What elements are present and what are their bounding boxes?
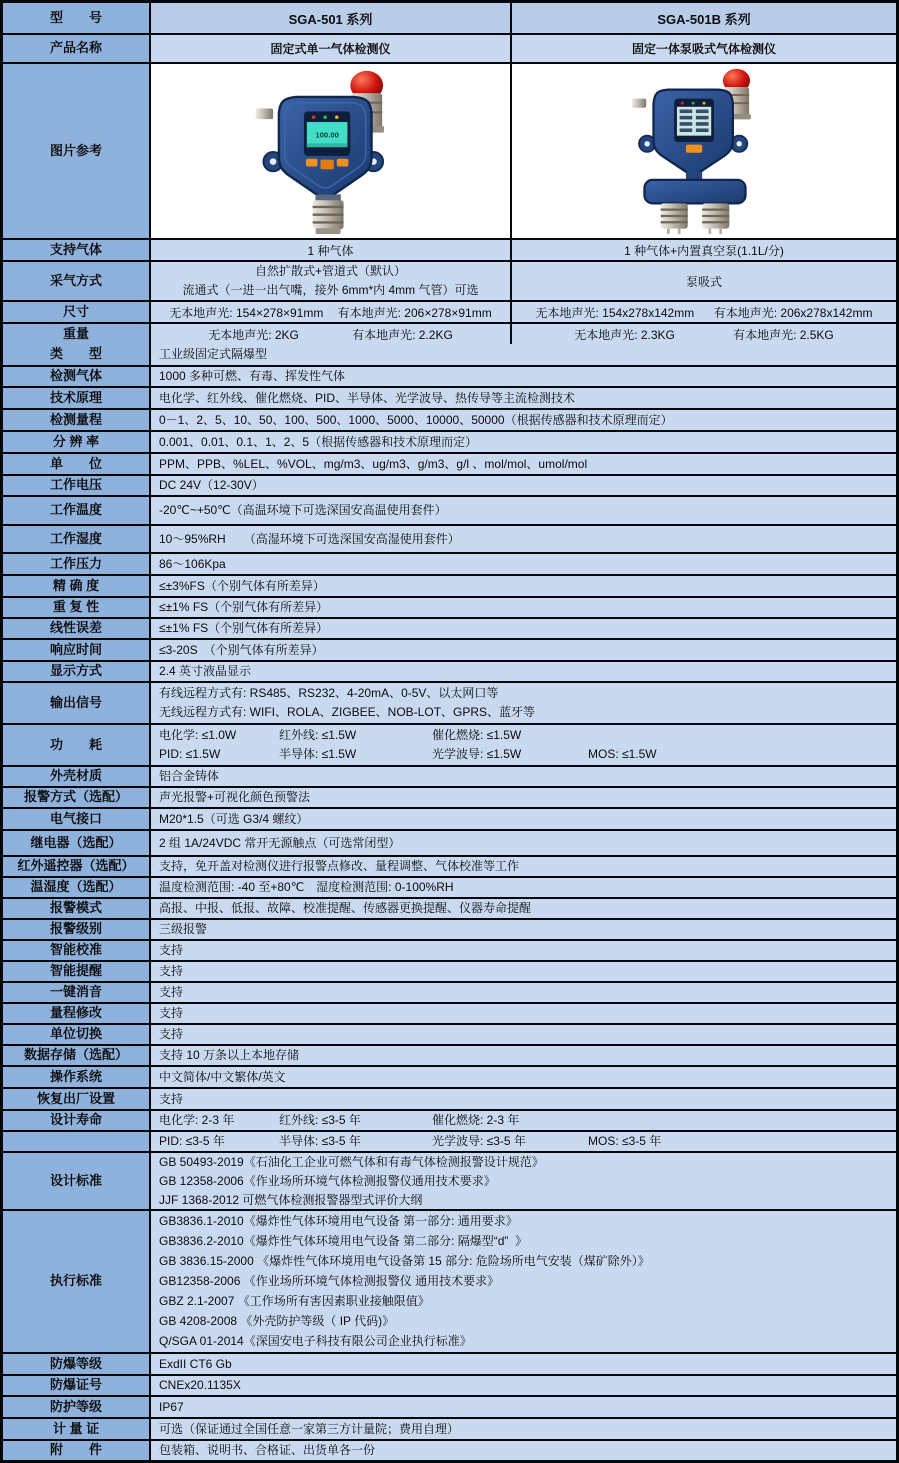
- spec-row: [3, 1352, 896, 1374]
- spec-row: [3, 855, 896, 876]
- spec-row-value: [151, 1111, 896, 1130]
- spec-line: ≤3-20S （个别气体有所差异）: [159, 642, 324, 657]
- spec-row-value: [151, 454, 896, 474]
- spec-row-label: 检测气体: [3, 367, 151, 386]
- weight-left-with-alarm: 有本地声光: 2.2KG: [352, 327, 453, 342]
- spec-segment: 半导体: ≤3-5 年: [279, 1134, 361, 1148]
- spec-row-label: 附 件: [3, 1441, 151, 1460]
- spec-line: 中文简体/中文繁体/英文: [159, 1069, 286, 1084]
- row-sampling-method: [3, 260, 896, 300]
- spec-line: GB3836.1-2010《爆炸性气体环境用电气设备 第一部分: 通用要求》: [159, 1214, 518, 1228]
- spec-row: [3, 1109, 896, 1130]
- spec-segment: MOS: ≤1.5W: [588, 747, 657, 762]
- spec-row: [3, 960, 896, 981]
- spec-row: [3, 807, 896, 829]
- spec-row-label: 数据存储（选配）: [3, 1046, 151, 1065]
- sampling-line-2: 流通式（一进一出气嘴，接外 6mm*内 4mm 气管）可选: [182, 283, 479, 297]
- spec-row: [3, 386, 896, 408]
- spec-segment: 红外线: ≤1.5W: [279, 727, 357, 742]
- sensor-head-right: [702, 203, 729, 234]
- spec-row-value: [151, 1419, 896, 1439]
- spec-row: [3, 660, 896, 681]
- spec-row: [3, 786, 896, 807]
- spec-row-value: [151, 941, 896, 960]
- spec-segment: 电化学: ≤1.0W: [159, 727, 237, 742]
- spec-line: ≤±1% FS（个别气体有所差异）: [159, 621, 329, 635]
- spec-row-value: [151, 344, 896, 365]
- product-image-cell-sga501b: [512, 64, 896, 238]
- spec-row-label: 计 量 证: [3, 1419, 151, 1439]
- spec-row: [3, 408, 896, 430]
- spec-segment: PID: ≤3-5 年: [159, 1134, 225, 1148]
- spec-row-label: 操作系统: [3, 1067, 151, 1087]
- spec-row-value: [151, 576, 896, 596]
- spec-row-label: 响应时间: [3, 640, 151, 660]
- spec-row-value: [151, 640, 896, 660]
- spec-row-label: [3, 1132, 151, 1151]
- spec-segment: 光学波导: ≤3-5 年: [432, 1134, 526, 1148]
- product-name-left: 固定式单一气体检测仪: [151, 35, 512, 62]
- spec-line: GB 4208-2008 《外壳防护等级（ IP 代码)》: [159, 1314, 395, 1328]
- spec-line: CNEx20.1135X: [159, 1378, 241, 1392]
- spec-line: M20*1.5（可选 G3/4 螺纹）: [159, 811, 309, 826]
- spec-row-label: 检测量程: [3, 410, 151, 430]
- product-name-right: 固定一体泵吸式气体检测仪: [512, 35, 896, 62]
- spec-row-label: 输出信号: [3, 683, 151, 723]
- spec-row: [3, 981, 896, 1002]
- sensor-head-left: [661, 203, 688, 234]
- spec-row-label: 报警方式（选配）: [3, 788, 151, 807]
- row-product-images: [3, 62, 896, 238]
- spec-row-value: [151, 662, 896, 681]
- spec-row-value: [151, 1354, 896, 1374]
- keypad-button: [686, 145, 702, 153]
- lcd-reading: 100.00: [314, 130, 339, 140]
- spec-row: [3, 1065, 896, 1087]
- spec-row-label: 设计标准: [3, 1153, 151, 1209]
- dimensions-label: 尺寸: [3, 302, 151, 322]
- row-weight: [3, 322, 896, 344]
- spec-row-label: 设计寿命: [3, 1111, 151, 1130]
- spec-line: [159, 1132, 896, 1151]
- spec-row-value: [151, 809, 896, 829]
- spec-segment: 催化燃烧: 2-3 年: [432, 1113, 520, 1127]
- model-series-right: SGA-501B 系列: [512, 3, 896, 33]
- spec-row-value: [151, 497, 896, 524]
- spec-row-label: 防护等级: [3, 1397, 151, 1417]
- spec-line: ≤±1% FS（个别气体有所差异）: [159, 600, 329, 614]
- weight-left-no-alarm: 无本地声光: 2KG: [208, 327, 299, 342]
- spec-row-label: 工作湿度: [3, 526, 151, 552]
- sampling-method-left: [151, 262, 512, 300]
- spec-row-label: 工作温度: [3, 497, 151, 524]
- spec-row-value: [151, 767, 896, 786]
- spec-row-label: 防爆等级: [3, 1354, 151, 1374]
- spec-line: [159, 1111, 896, 1130]
- spec-line: 支持: [159, 1091, 184, 1106]
- spec-row-value: [151, 1153, 896, 1209]
- row-supported-gas: [3, 238, 896, 260]
- spec-row: [3, 1130, 896, 1151]
- row-dimensions: [3, 300, 896, 322]
- spec-row: [3, 1002, 896, 1023]
- spec-line: JJF 1368-2012 可燃气体检测报警器型式评价大纲: [159, 1193, 423, 1207]
- spec-row: [3, 1439, 896, 1460]
- spec-row: [3, 1395, 896, 1417]
- spec-row: [3, 1374, 896, 1395]
- spec-row: [3, 596, 896, 617]
- spec-line: 可选（保证通过全国任意一家第三方计量院；费用自理）: [159, 1421, 460, 1436]
- weight-label: 重量: [3, 324, 151, 344]
- spec-row-label: 单位切换: [3, 1025, 151, 1044]
- spec-line: 温度检测范围: -40 至+80℃ 湿度检测范围: 0-100%RH: [159, 880, 454, 894]
- spec-row-label: 重 复 性: [3, 598, 151, 617]
- spec-row: [3, 918, 896, 939]
- sampling-method-label: 采气方式: [3, 262, 151, 300]
- sampling-line-1: 自然扩散式+管道式（默认）: [254, 264, 406, 278]
- spec-line: 0－1、2、5、10、50、100、500、1000、5000、10000、50000（根据传感器和技术原理而定）: [159, 412, 673, 427]
- spec-row: [3, 1023, 896, 1044]
- spec-row: [3, 344, 896, 365]
- spec-row-value: [151, 1067, 896, 1087]
- spec-row-value: [151, 554, 896, 574]
- spec-line: [159, 745, 896, 764]
- spec-row-value: [151, 476, 896, 495]
- spec-row-value: [151, 725, 896, 765]
- spec-row-value: [151, 388, 896, 408]
- spec-row: [3, 474, 896, 495]
- spec-row: [3, 430, 896, 452]
- spec-row-value: [151, 432, 896, 452]
- spec-line: 2 组 1A/24VDC 常开无源触点（可选常闭型）: [159, 835, 401, 850]
- spec-row: [3, 1044, 896, 1065]
- spec-line: 支持，免开盖对检测仪进行报警点修改、量程调整、气体校准等工作: [159, 859, 520, 873]
- spec-row-value: [151, 831, 896, 855]
- spec-row-label: 量程修改: [3, 1004, 151, 1023]
- spec-segment: 光学波导: ≤1.5W: [432, 747, 522, 762]
- sensor-head-icon: [312, 194, 343, 234]
- spec-line: 无线远程方式有: WIFI、ROLA、ZIGBEE、NOB-LOT、GPRS、蓝牙等: [159, 705, 536, 720]
- weight-right-no-alarm: 无本地声光: 2.3KG: [574, 327, 675, 342]
- supported-gas-left: 1 种气体: [151, 240, 512, 260]
- spec-row-label: 技术原理: [3, 388, 151, 408]
- spec-row: [3, 452, 896, 474]
- spec-row: [3, 552, 896, 574]
- spec-row-label: 工作电压: [3, 476, 151, 495]
- spec-row-label: 单 位: [3, 454, 151, 474]
- spec-row-value: [151, 1397, 896, 1417]
- spec-line: PPM、PPB、%LEL、%VOL、mg/m3、ug/m3、g/m3、g/l 、mol/mol、umol/mol: [159, 456, 588, 471]
- spec-line: GB 50493-2019《石油化工企业可燃气体和有毒气体检测报警设计规范》: [159, 1155, 544, 1169]
- spec-row-label: 红外遥控器（选配）: [3, 857, 151, 876]
- spec-row-label: 功 耗: [3, 725, 151, 765]
- spec-row: [3, 617, 896, 638]
- spec-line: 三级报警: [159, 922, 208, 936]
- spec-row-value: [151, 878, 896, 897]
- spec-row: [3, 897, 896, 918]
- supported-gas-right: 1 种气体+内置真空泵(1.1L/分): [512, 240, 896, 260]
- spec-line: GB12358-2006 《作业场所环境气体检测报警仪 通用技术要求》: [159, 1274, 500, 1288]
- spec-row-value: [151, 410, 896, 430]
- spec-row-value: [151, 619, 896, 638]
- spec-row-value: [151, 1376, 896, 1395]
- spec-row-value: [151, 1025, 896, 1044]
- spec-row-value: [151, 1441, 896, 1460]
- spec-row-label: 显示方式: [3, 662, 151, 681]
- model-series-left: SGA-501 系列: [151, 3, 512, 33]
- dimensions-right: [512, 302, 896, 322]
- spec-row-label: 执行标准: [3, 1211, 151, 1352]
- spec-row-value: [151, 962, 896, 981]
- spec-segment: 催化燃烧: ≤1.5W: [432, 727, 522, 742]
- spec-row-label: 恢复出厂设置: [3, 1089, 151, 1109]
- spec-row: [3, 1151, 896, 1209]
- spec-segment: 半导体: ≤1.5W: [279, 747, 357, 762]
- product-image-cell-sga501: [151, 64, 512, 238]
- spec-row: [3, 365, 896, 386]
- spec-row-value: [151, 1004, 896, 1023]
- spec-row-label: 温湿度（选配）: [3, 878, 151, 897]
- weight-left: [151, 324, 512, 344]
- spec-row-value: [151, 367, 896, 386]
- spec-row-label: 电气接口: [3, 809, 151, 829]
- spec-row-label: 外壳材质: [3, 767, 151, 786]
- spec-row: [3, 876, 896, 897]
- spec-row-label: 线性误差: [3, 619, 151, 638]
- spec-row-label: 报警模式: [3, 899, 151, 918]
- spec-row-label: 智能校准: [3, 941, 151, 960]
- spec-line: 包装箱、说明书、合格证、出货单各一份: [159, 1443, 376, 1457]
- weight-right: [512, 324, 896, 344]
- spec-row-value: [151, 920, 896, 939]
- spec-line: 支持: [159, 1006, 184, 1020]
- spec-line: GB3836.2-2010《爆炸性气体环境用电气设备 第二部分: 隔爆型“d” 》: [159, 1234, 528, 1248]
- spec-segment: 电化学: 2-3 年: [159, 1113, 235, 1127]
- spec-row-label: 防爆证号: [3, 1376, 151, 1395]
- spec-row-value: [151, 1089, 896, 1109]
- dimensions-left-with-alarm: 有本地声光: 206×278×91mm: [337, 305, 492, 320]
- spec-line: 2.4 英寸液晶显示: [159, 664, 252, 678]
- spec-row-label: 继电器（选配）: [3, 831, 151, 855]
- spec-row: [3, 1417, 896, 1439]
- sampling-method-right: 泵吸式: [512, 262, 896, 300]
- spec-row: [3, 524, 896, 552]
- dimensions-right-with-alarm: 有本地声光: 206x278x142mm: [713, 305, 873, 320]
- spec-line: 电化学、红外线、催化燃烧、PID、半导体、光学波导、热传导等主流检测技术: [159, 390, 576, 405]
- product-name-label: 产品名称: [3, 35, 151, 62]
- conduit-entry-icon: [255, 109, 272, 120]
- spec-line: 有线远程方式有: RS485、RS232、4-20mA、0-5V、以太网口等: [159, 685, 499, 700]
- spec-line: 工业级固定式隔爆型: [159, 347, 268, 361]
- spec-row-value: [151, 983, 896, 1002]
- spec-row: [3, 829, 896, 855]
- spec-row: [3, 939, 896, 960]
- spec-line: 86～106Kpa: [159, 556, 226, 571]
- spec-row-value: [151, 1046, 896, 1065]
- spec-row-label: 工作压力: [3, 554, 151, 574]
- spec-row-value: [151, 683, 896, 723]
- spec-row: [3, 495, 896, 524]
- spec-line: GBZ 2.1-2007 《工作场所有害因素职业接触限值》: [159, 1294, 430, 1308]
- supported-gas-label: 支持气体: [3, 240, 151, 260]
- spec-row-value: [151, 899, 896, 918]
- spec-row-value: [151, 598, 896, 617]
- spec-segment: PID: ≤1.5W: [159, 747, 221, 762]
- spec-row: [3, 723, 896, 765]
- spec-line: -20℃~+50℃（高温环境下可选深国安高温使用套件）: [159, 503, 447, 517]
- spec-line: DC 24V（12-30V）: [159, 478, 264, 492]
- spec-row: [3, 1209, 896, 1352]
- spec-line: 支持 10 万条以上本地存储: [159, 1048, 300, 1062]
- spec-row-value: [151, 857, 896, 876]
- conduit-entry-icon: [632, 99, 646, 108]
- dimensions-left: [151, 302, 512, 322]
- spec-row-label: 一键消音: [3, 983, 151, 1002]
- spec-line: GB 3836.15-2000 《爆炸性气体环境用电气设备第 15 部分: 危险场所电气安装（煤矿除外）》: [159, 1254, 650, 1268]
- spec-line: 支持: [159, 985, 184, 999]
- spec-line: 高报、中报、低报、故障、校准提醒、传感器更换提醒、仪器寿命提醒: [159, 901, 532, 915]
- spec-line: 0.001、0.01、0.1、1、2、5（根据传感器和技术原理而定）: [159, 434, 478, 449]
- spec-row-label: 精 确 度: [3, 576, 151, 596]
- spec-row-value: [151, 788, 896, 807]
- spec-line: 10～95%RH （高湿环境下可选深国安高湿使用套件）: [159, 531, 460, 546]
- spec-segment: 红外线: ≤3-5 年: [279, 1113, 361, 1127]
- spec-row: [3, 765, 896, 786]
- spec-line: 1000 多种可燃、有毒、挥发性气体: [159, 369, 346, 383]
- spec-row-label: 智能提醒: [3, 962, 151, 981]
- spec-row: [3, 574, 896, 596]
- weight-right-with-alarm: 有本地声光: 2.5KG: [733, 327, 834, 342]
- spec-line: 支持: [159, 1027, 184, 1041]
- spec-row: [3, 681, 896, 723]
- spec-line: 铝合金铸体: [159, 769, 220, 783]
- row-product-name: [3, 33, 896, 62]
- spec-line: ExdII CT6 Gb: [159, 1356, 232, 1371]
- spec-line: ≤±3%FS（个别气体有所差异）: [159, 578, 325, 593]
- spec-line: 声光报警+可视化颜色预警法: [159, 790, 311, 804]
- spec-line: [159, 726, 896, 745]
- spec-row-value: [151, 1211, 896, 1352]
- spec-row-label: 分 辨 率: [3, 432, 151, 452]
- spec-line: Q/SGA 01-2014《深国安电子科技有限公司企业执行标准》: [159, 1334, 472, 1348]
- spec-row-value: [151, 526, 896, 552]
- spec-row-value: [151, 1132, 896, 1151]
- image-reference-label: 图片参考: [3, 64, 151, 238]
- product-image-sga501-detector: [252, 68, 410, 234]
- spec-line: GB 12358-2006《作业场所环境气体检测报警仪通用技术要求》: [159, 1174, 496, 1188]
- spec-row-label: 类 型: [3, 344, 151, 365]
- model-label: 型 号: [3, 3, 151, 33]
- spec-line: 支持: [159, 943, 184, 957]
- row-model: [3, 3, 896, 33]
- product-image-sga501b-detector: [621, 68, 787, 234]
- pump-base: [644, 180, 745, 203]
- spec-segment: MOS: ≤3-5 年: [588, 1134, 662, 1148]
- spec-line: 支持: [159, 964, 184, 978]
- spec-line: IP67: [159, 1399, 184, 1414]
- dimensions-right-no-alarm: 无本地声光: 154x278x142mm: [535, 305, 695, 320]
- spec-row-label: 报警级别: [3, 920, 151, 939]
- spec-row: [3, 1087, 896, 1109]
- spec-row: [3, 638, 896, 660]
- spec-rows-container: [3, 344, 896, 1460]
- dimensions-left-no-alarm: 无本地声光: 154×278×91mm: [169, 305, 324, 320]
